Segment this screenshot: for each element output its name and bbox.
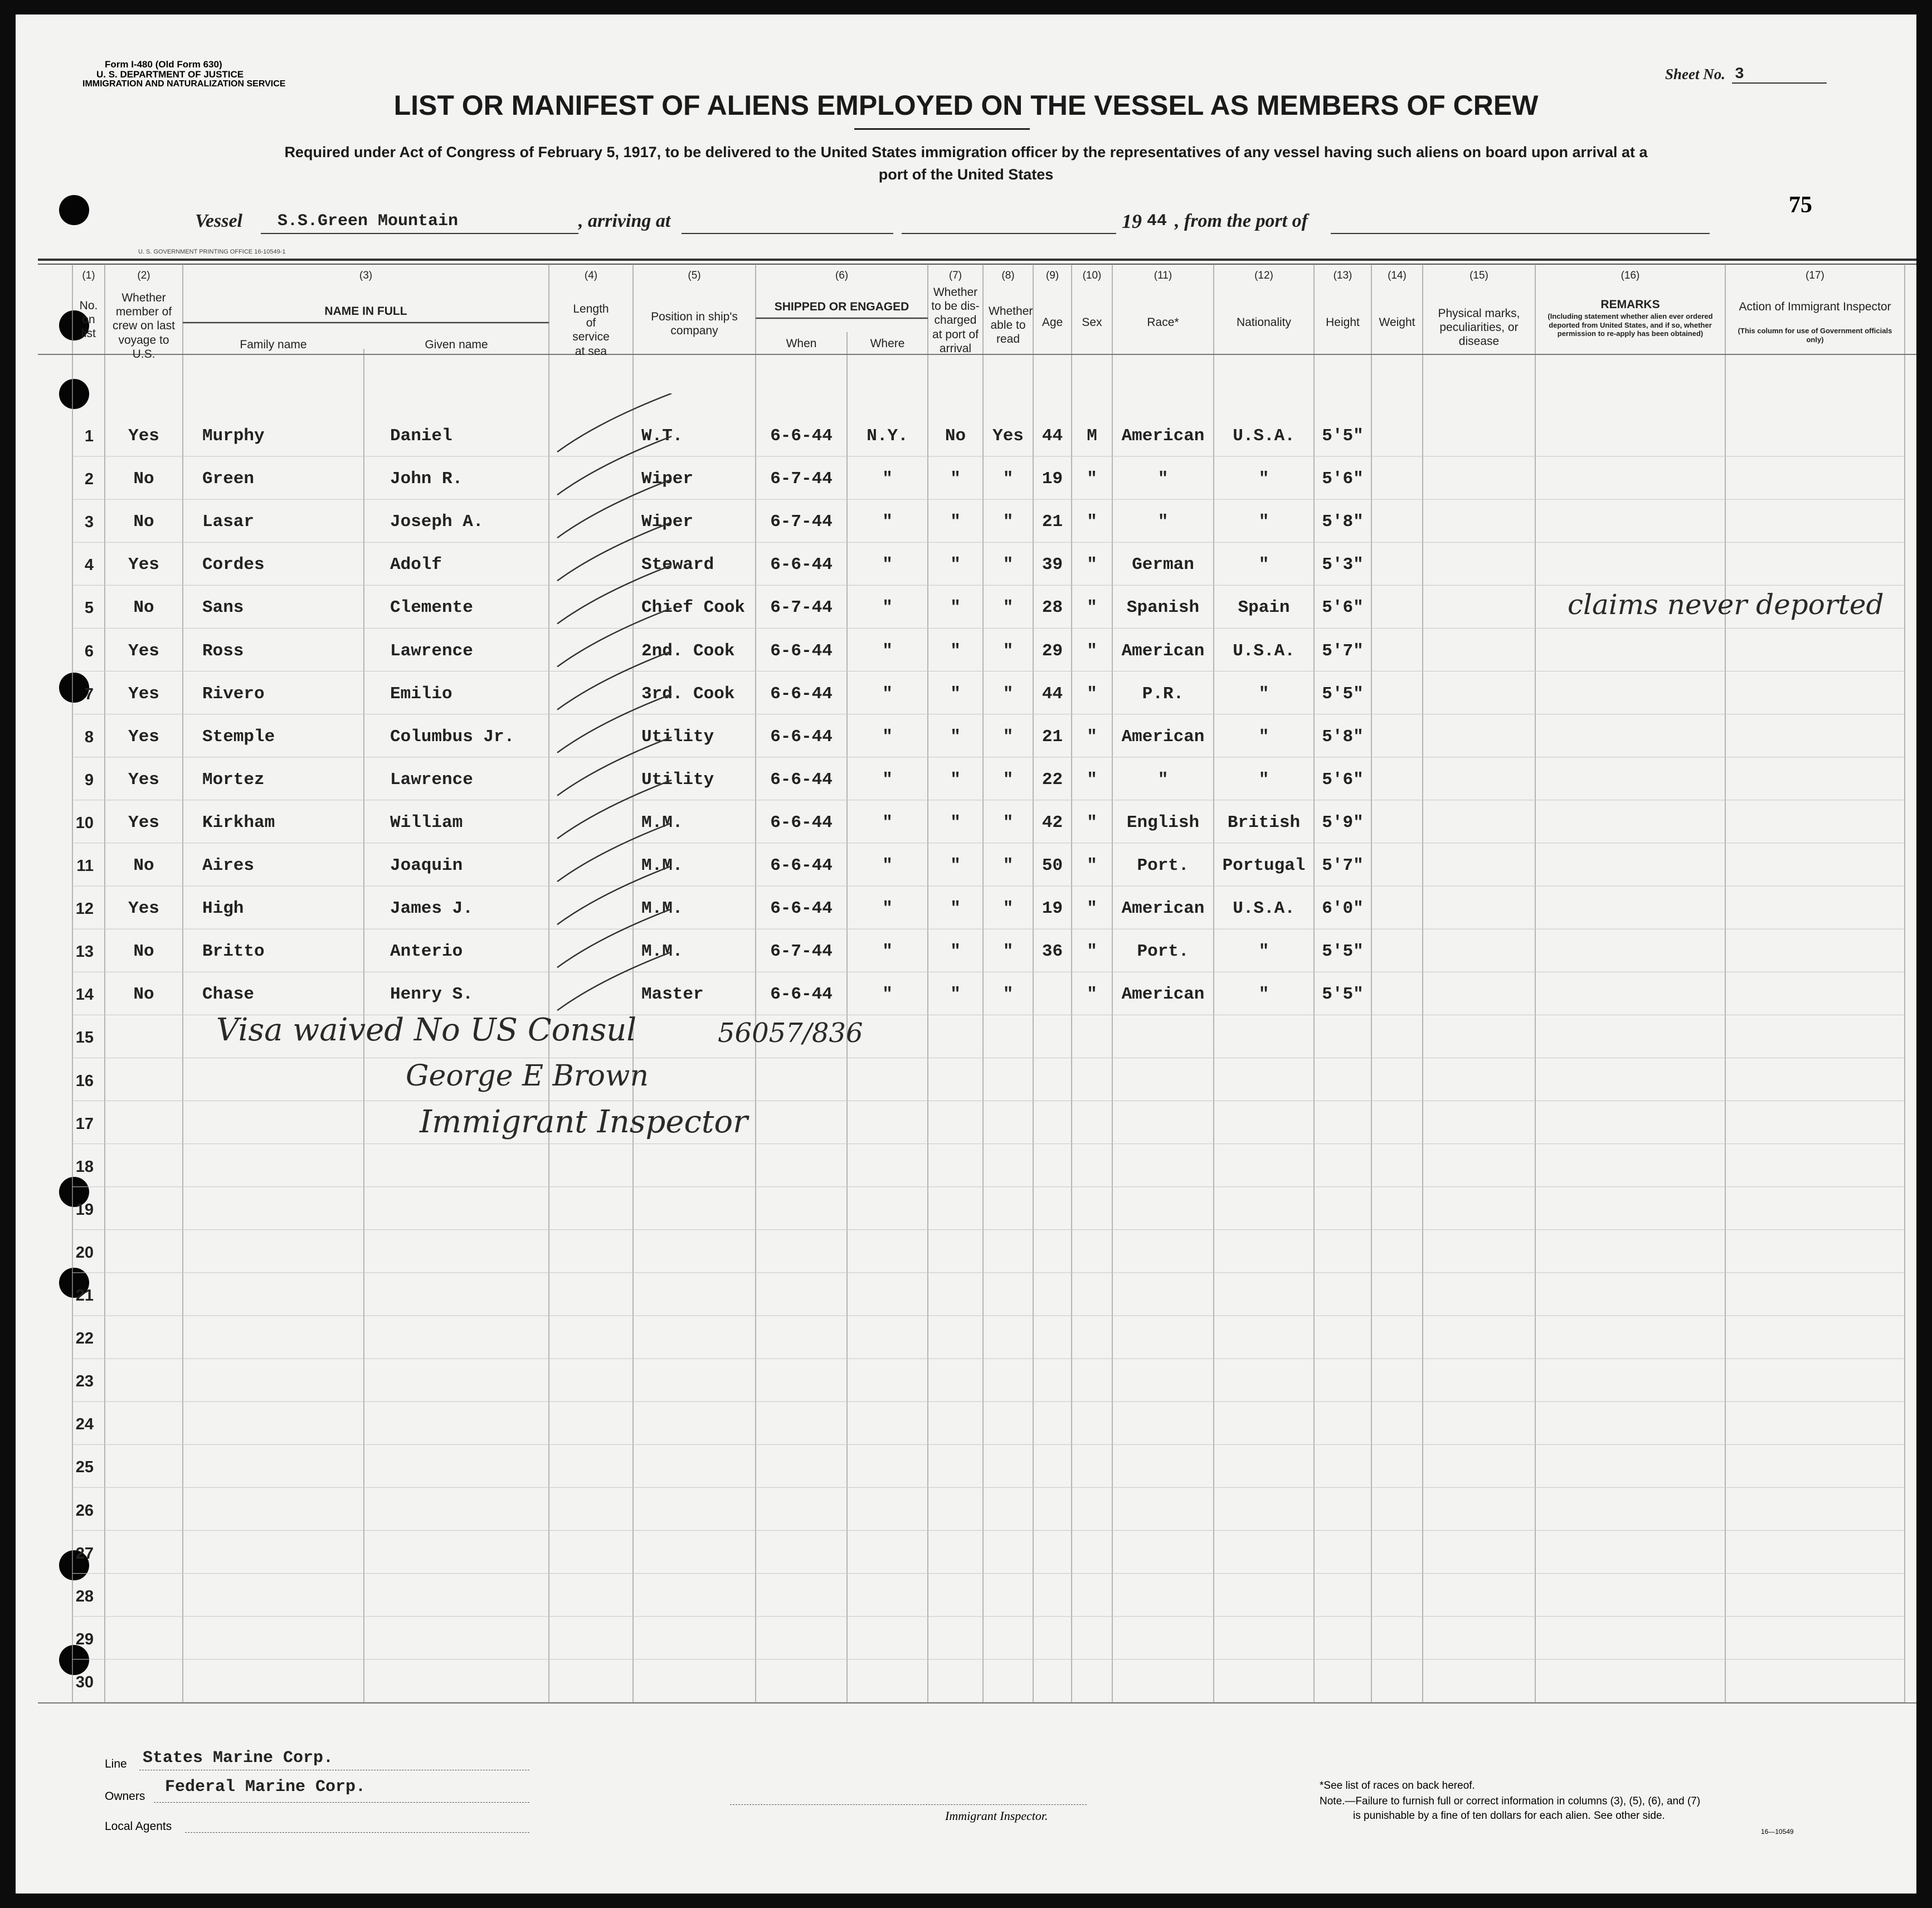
- cell-where: ": [882, 770, 893, 790]
- local-agents-rule: [185, 1832, 529, 1833]
- fine-note-line1: Note.—Failure to furnish full or correct information in columns (3), (5), (6), and (7): [1320, 1795, 1701, 1807]
- fine-note-line2: is punishable by a fine of ten dollars for each alien. See other side.: [1353, 1810, 1665, 1822]
- row-number: 13: [75, 943, 94, 961]
- row-number: 2: [84, 470, 94, 489]
- form-code: 16—10549: [1761, 1828, 1794, 1836]
- cell-height: 5'5": [1322, 942, 1364, 962]
- cell-given: Lawrence: [390, 641, 473, 661]
- cell-prev: Yes: [128, 555, 159, 575]
- col-num-1: (1): [82, 270, 95, 281]
- cell-height: 5'8": [1322, 512, 1364, 532]
- cell-nationality: ": [1258, 985, 1269, 1005]
- cell-discharged: ": [950, 812, 961, 833]
- cell-discharged: No: [945, 426, 966, 446]
- col-num-11: (11): [1154, 270, 1172, 281]
- cell-age: 36: [1042, 942, 1063, 962]
- col-header-no-on-list: No. on list: [79, 299, 98, 340]
- cell-position: M.M.: [641, 812, 683, 833]
- cell-when: 6-7-44: [770, 942, 833, 962]
- line-label: Line: [105, 1758, 127, 1770]
- cell-when: 6-6-44: [770, 426, 833, 446]
- vessel-name: S.S.Green Mountain: [278, 212, 459, 231]
- col-header-length-of-service: Length of service at sea: [572, 303, 610, 358]
- cell-sex: M: [1087, 426, 1097, 446]
- cell-read: ": [1003, 812, 1014, 833]
- col-header-able-to-read: Whether able to read: [989, 305, 1033, 346]
- cell-prev: No: [133, 856, 154, 875]
- printing-office-line: U. S. GOVERNMENT PRINTING OFFICE 16-10549-1: [138, 249, 286, 255]
- cell-family: Aires: [202, 856, 255, 875]
- row-number: 8: [84, 728, 94, 746]
- cell-nationality: ": [1258, 684, 1269, 704]
- col-num-4: (4): [584, 270, 598, 281]
- col-num-16: (16): [1620, 270, 1640, 281]
- cell-where: ": [882, 598, 893, 618]
- row-number: 29: [75, 1630, 94, 1648]
- cell-race: American: [1121, 899, 1205, 919]
- cell-height: 5'9": [1322, 812, 1364, 833]
- cell-position: Steward: [641, 555, 714, 575]
- cell-given: Adolf: [390, 555, 442, 575]
- col-header-name-in-full: NAME IN FULL: [324, 305, 407, 318]
- cell-nationality: U.S.A.: [1233, 899, 1295, 919]
- cell-discharged: ": [950, 641, 961, 661]
- cell-position: Utility: [641, 727, 714, 747]
- cell-discharged: ": [950, 942, 961, 962]
- cell-discharged: ": [950, 512, 961, 532]
- cell-where: ": [882, 512, 893, 532]
- signature-title: Immigrant Inspector: [420, 1104, 748, 1140]
- col-num-12: (12): [1254, 270, 1273, 281]
- col-header-physical-marks: Physical marks, peculiarities, or disease: [1438, 307, 1520, 348]
- cell-family: High: [202, 899, 244, 919]
- col-header-shipped-or-engaged: SHIPPED OR ENGAGED: [774, 300, 909, 313]
- cell-discharged: ": [950, 856, 961, 875]
- row-number: 22: [75, 1330, 94, 1348]
- cell-when: 6-6-44: [770, 899, 833, 919]
- row-number: 3: [84, 513, 94, 532]
- row-number: 21: [75, 1287, 94, 1305]
- cell-when: 6-7-44: [770, 469, 833, 489]
- col-header-height: Height: [1326, 316, 1360, 329]
- cell-position: Wiper: [641, 512, 694, 532]
- inspector-signature: George E Brown: [406, 1059, 649, 1093]
- row-number: 28: [75, 1587, 94, 1605]
- cell-read: ": [1003, 684, 1014, 704]
- cell-sex: ": [1087, 770, 1097, 790]
- cell-sex: ": [1087, 469, 1097, 489]
- cell-family: Sans: [202, 598, 244, 618]
- row-number: 5: [84, 599, 94, 617]
- col-num-14: (14): [1388, 270, 1407, 281]
- sheet-label: Sheet No.: [1665, 66, 1725, 82]
- row-number: 25: [75, 1458, 94, 1477]
- races-note: *See list of races on back hereof.: [1320, 1780, 1475, 1792]
- col-num-13: (13): [1333, 270, 1352, 281]
- row-number: 15: [75, 1029, 94, 1047]
- manifest-sheet: [16, 14, 1916, 1894]
- cell-discharged: ": [950, 899, 961, 919]
- cell-race: Port.: [1137, 856, 1189, 875]
- row-number: 17: [75, 1114, 94, 1133]
- cell-where: ": [882, 641, 893, 661]
- cell-when: 6-6-44: [770, 727, 833, 747]
- row-number: 26: [75, 1501, 94, 1520]
- row-number: 16: [75, 1072, 94, 1090]
- cell-height: 5'5": [1322, 426, 1364, 446]
- cell-age: 28: [1042, 598, 1063, 618]
- cell-prev: Yes: [128, 812, 159, 833]
- cell-age: 44: [1042, 684, 1063, 704]
- cell-nationality: ": [1258, 469, 1269, 489]
- cell-position: W.T.: [641, 426, 683, 446]
- cell-read: ": [1003, 899, 1014, 919]
- form-number: Form I-480 (Old Form 630): [105, 59, 222, 70]
- col-num-8: (8): [1001, 270, 1015, 281]
- row-number: 10: [75, 814, 94, 832]
- col-num-6: (6): [835, 270, 849, 281]
- cell-where: ": [882, 812, 893, 833]
- cell-sex: ": [1087, 856, 1097, 875]
- cell-age: 19: [1042, 469, 1063, 489]
- cell-height: 6'0": [1322, 899, 1364, 919]
- cell-read: ": [1003, 641, 1014, 661]
- cell-sex: ": [1087, 812, 1097, 833]
- cell-read: ": [1003, 985, 1014, 1005]
- cell-prev: Yes: [128, 426, 159, 446]
- cell-discharged: ": [950, 598, 961, 618]
- handwritten-visa-note: Visa waived No US Consul: [216, 1012, 637, 1048]
- cell-when: 6-7-44: [770, 598, 833, 618]
- cell-where: ": [882, 856, 893, 875]
- cell-race: American: [1121, 727, 1205, 747]
- cell-age: 44: [1042, 426, 1063, 446]
- cell-given: William: [390, 812, 463, 833]
- col-num-15: (15): [1469, 270, 1488, 281]
- cell-age: 22: [1042, 770, 1063, 790]
- form-subtitle-line1: Required under Act of Congress of February 5, 1917, to be delivered to the United States immigration officer by the representatives of any vessel having such aliens on board upon arrival at a: [284, 144, 1648, 160]
- cell-sex: ": [1087, 727, 1097, 747]
- vessel-label: Vessel: [195, 211, 242, 231]
- cell-given: Daniel: [390, 426, 452, 446]
- col-num-9: (9): [1045, 270, 1059, 281]
- cell-discharged: ": [950, 727, 961, 747]
- col-header-action-note: (This column for use of Government officials only): [1738, 327, 1892, 344]
- cell-position: M.M.: [641, 899, 683, 919]
- cell-race: ": [1157, 770, 1169, 790]
- handwritten-file-reference: 56057/836: [718, 1018, 863, 1049]
- row-number: 9: [84, 771, 94, 789]
- cell-read: ": [1003, 856, 1014, 875]
- row-number: 11: [76, 857, 94, 875]
- cell-discharged: ": [950, 770, 961, 790]
- sheet-number: 3: [1735, 66, 1744, 83]
- cell-sex: ": [1087, 942, 1097, 962]
- cell-prev: Yes: [128, 727, 159, 747]
- cell-position: Utility: [641, 770, 714, 790]
- cell-where: N.Y.: [867, 426, 908, 446]
- cell-race: English: [1126, 812, 1200, 833]
- cell-where: ": [882, 727, 893, 747]
- cell-when: 6-6-44: [770, 684, 833, 704]
- cell-family: Britto: [202, 942, 265, 962]
- line-company: States Marine Corp.: [143, 1749, 334, 1768]
- cell-family: Chase: [202, 985, 255, 1005]
- cell-discharged: ": [950, 469, 961, 489]
- cell-prev: No: [133, 469, 154, 489]
- cell-given: John R.: [390, 469, 463, 489]
- immigrant-inspector-label: Immigrant Inspector.: [945, 1809, 1048, 1823]
- cell-nationality: ": [1258, 555, 1269, 575]
- cell-where: ": [882, 684, 893, 704]
- cell-height: 5'6": [1322, 598, 1364, 618]
- cell-prev: No: [133, 512, 154, 532]
- cell-sex: ": [1087, 512, 1097, 532]
- row-number: 23: [75, 1372, 94, 1391]
- cell-nationality: U.S.A.: [1233, 426, 1295, 446]
- row-number: 27: [75, 1544, 94, 1563]
- cell-sex: ": [1087, 641, 1097, 661]
- cell-prev: No: [133, 598, 154, 618]
- cell-family: Cordes: [202, 555, 265, 575]
- col-header-given-name: Given name: [425, 338, 488, 351]
- row-number: 4: [84, 556, 94, 575]
- cell-age: 39: [1042, 555, 1063, 575]
- page-number: 75: [1789, 192, 1812, 218]
- row-number: 6: [84, 642, 94, 660]
- cell-discharged: ": [950, 555, 961, 575]
- cell-read: ": [1003, 727, 1014, 747]
- cell-age: 42: [1042, 812, 1063, 833]
- cell-where: ": [882, 469, 893, 489]
- col-num-2: (2): [137, 270, 150, 281]
- cell-where: ": [882, 942, 893, 962]
- cell-nationality: Portugal: [1222, 856, 1306, 875]
- cell-height: 5'5": [1322, 985, 1364, 1005]
- cell-where: ": [882, 985, 893, 1005]
- cell-position: 2nd. Cook: [641, 641, 735, 661]
- col-header-position: Position in ship's company: [651, 310, 738, 338]
- col-header-remarks: REMARKS: [1600, 298, 1660, 311]
- cell-race: American: [1121, 985, 1205, 1005]
- cell-read: ": [1003, 942, 1014, 962]
- cell-nationality: ": [1258, 770, 1269, 790]
- cell-height: 5'7": [1322, 856, 1364, 875]
- row-number: 20: [75, 1243, 94, 1262]
- cell-race: ": [1157, 512, 1169, 532]
- cell-given: Lawrence: [390, 770, 473, 790]
- cell-nationality: Spain: [1238, 598, 1290, 618]
- cell-discharged: ": [950, 684, 961, 704]
- col-header-sex: Sex: [1082, 316, 1102, 329]
- cell-nationality: ": [1258, 512, 1269, 532]
- col-num-3: (3): [359, 270, 373, 281]
- form-title: LIST OR MANIFEST OF ALIENS EMPLOYED ON THE VESSEL AS MEMBERS OF CREW: [393, 90, 1539, 121]
- cell-sex: ": [1087, 684, 1097, 704]
- cell-prev: No: [133, 985, 154, 1005]
- col-header-where: Where: [870, 337, 905, 350]
- col-header-age: Age: [1042, 316, 1063, 329]
- cell-where: ": [882, 555, 893, 575]
- cell-race: German: [1132, 555, 1194, 575]
- cell-height: 5'7": [1322, 641, 1364, 661]
- cell-discharged: ": [950, 985, 961, 1005]
- cell-family: Mortez: [202, 770, 265, 790]
- col-num-10: (10): [1082, 270, 1102, 281]
- cell-height: 5'5": [1322, 684, 1364, 704]
- col-header-action: Action of Immigrant Inspector: [1739, 300, 1891, 313]
- col-header-when: When: [786, 337, 817, 350]
- cell-age: 19: [1042, 899, 1063, 919]
- length-of-service-marks: [549, 393, 683, 1029]
- row-number: 1: [84, 427, 94, 445]
- cell-age: 21: [1042, 727, 1063, 747]
- col-header-weight: Weight: [1379, 316, 1415, 329]
- cell-race: American: [1121, 426, 1205, 446]
- cell-race: Spanish: [1126, 598, 1200, 618]
- cell-position: M.M.: [641, 856, 683, 875]
- col-header-nationality: Nationality: [1236, 316, 1292, 329]
- service-name: IMMIGRATION AND NATURALIZATION SERVICE: [82, 79, 286, 89]
- cell-prev: Yes: [128, 899, 159, 919]
- cell-given: Columbus Jr.: [390, 727, 515, 747]
- cell-when: 6-6-44: [770, 985, 833, 1005]
- cell-position: M.M.: [641, 942, 683, 962]
- col-num-17: (17): [1806, 270, 1824, 281]
- cell-position: Chief Cook: [641, 598, 746, 618]
- cell-height: 5'6": [1322, 770, 1364, 790]
- cell-when: 6-6-44: [770, 856, 833, 875]
- cell-read: Yes: [992, 426, 1024, 446]
- cell-read: ": [1003, 512, 1014, 532]
- cell-given: Emilio: [390, 684, 452, 704]
- cell-sex: ": [1087, 899, 1097, 919]
- cell-family: Ross: [202, 641, 244, 661]
- row-number: 24: [75, 1415, 94, 1434]
- row-number: 14: [75, 986, 94, 1004]
- col-header-last-voyage: Whether member of crew on last voyage to U.S.: [112, 291, 176, 361]
- cell-age: 21: [1042, 512, 1063, 532]
- row-number: 12: [75, 900, 94, 918]
- cell-prev: Yes: [128, 770, 159, 790]
- col-num-5: (5): [688, 270, 701, 281]
- cell-race: American: [1121, 641, 1205, 661]
- cell-given: Clemente: [390, 598, 473, 618]
- row-number: 7: [84, 685, 94, 703]
- cell-position: 3rd. Cook: [641, 684, 735, 704]
- col-header-remarks-note: (Including statement whether alien ever ordered deported from United States, and if so, whether permission to re-apply has been obtained): [1547, 312, 1713, 338]
- cell-given: James J.: [390, 899, 473, 919]
- cell-family: Lasar: [202, 512, 255, 532]
- cell-family: Kirkham: [202, 812, 275, 833]
- cell-height: 5'6": [1322, 469, 1364, 489]
- cell-read: ": [1003, 770, 1014, 790]
- year-prefix: 19: [1122, 210, 1142, 232]
- cell-given: Anterio: [390, 942, 463, 962]
- cell-race: P.R.: [1142, 684, 1184, 704]
- col-header-race: Race*: [1147, 316, 1179, 329]
- inspector-signature-rule: [730, 1804, 1087, 1805]
- handwritten-remark: claims never deported: [1568, 588, 1884, 621]
- cell-height: 5'8": [1322, 727, 1364, 747]
- row-number: 30: [75, 1673, 94, 1691]
- owners-company: Federal Marine Corp.: [165, 1778, 366, 1797]
- cell-read: ": [1003, 598, 1014, 618]
- cell-prev: No: [133, 942, 154, 962]
- cell-nationality: British: [1227, 812, 1301, 833]
- cell-family: Stemple: [202, 727, 275, 747]
- from-port-label: , from the port of: [1175, 211, 1308, 231]
- cell-position: Master: [641, 985, 704, 1005]
- department-name: U. S. DEPARTMENT OF JUSTICE: [96, 69, 244, 80]
- row-number: 18: [75, 1157, 94, 1176]
- cell-sex: ": [1087, 598, 1097, 618]
- form-subtitle-line2: port of the United States: [878, 166, 1054, 183]
- cell-age: 29: [1042, 641, 1063, 661]
- owners-label: Owners: [105, 1790, 145, 1803]
- cell-family: Rivero: [202, 684, 265, 704]
- cell-nationality: ": [1258, 942, 1269, 962]
- cell-where: ": [882, 899, 893, 919]
- cell-position: Wiper: [641, 469, 694, 489]
- cell-family: Murphy: [202, 426, 265, 446]
- arriving-label: , arriving at: [578, 211, 671, 231]
- cell-age: 50: [1042, 856, 1063, 875]
- cell-sex: ": [1087, 555, 1097, 575]
- owners-rule: [154, 1802, 529, 1803]
- cell-when: 6-6-44: [770, 770, 833, 790]
- cell-given: Joaquin: [390, 856, 463, 875]
- cell-prev: Yes: [128, 641, 159, 661]
- cell-when: 6-6-44: [770, 641, 833, 661]
- cell-read: ": [1003, 469, 1014, 489]
- cell-when: 6-7-44: [770, 512, 833, 532]
- local-agents-label: Local Agents: [105, 1820, 172, 1833]
- cell-nationality: ": [1258, 727, 1269, 747]
- cell-when: 6-6-44: [770, 812, 833, 833]
- cell-read: ": [1003, 555, 1014, 575]
- cell-prev: Yes: [128, 684, 159, 704]
- cell-nationality: U.S.A.: [1233, 641, 1295, 661]
- row-number: 19: [75, 1200, 94, 1219]
- cell-given: Henry S.: [390, 985, 473, 1005]
- col-header-family-name: Family name: [240, 338, 307, 351]
- col-num-7: (7): [948, 270, 962, 281]
- cell-sex: ": [1087, 985, 1097, 1005]
- cell-family: Green: [202, 469, 255, 489]
- col-header-discharged: Whether to be dis-charged at port of arrival: [931, 286, 980, 355]
- cell-given: Joseph A.: [390, 512, 484, 532]
- cell-race: ": [1157, 469, 1169, 489]
- year-value: 44: [1147, 212, 1167, 231]
- cell-when: 6-6-44: [770, 555, 833, 575]
- cell-race: Port.: [1137, 942, 1189, 962]
- cell-height: 5'3": [1322, 555, 1364, 575]
